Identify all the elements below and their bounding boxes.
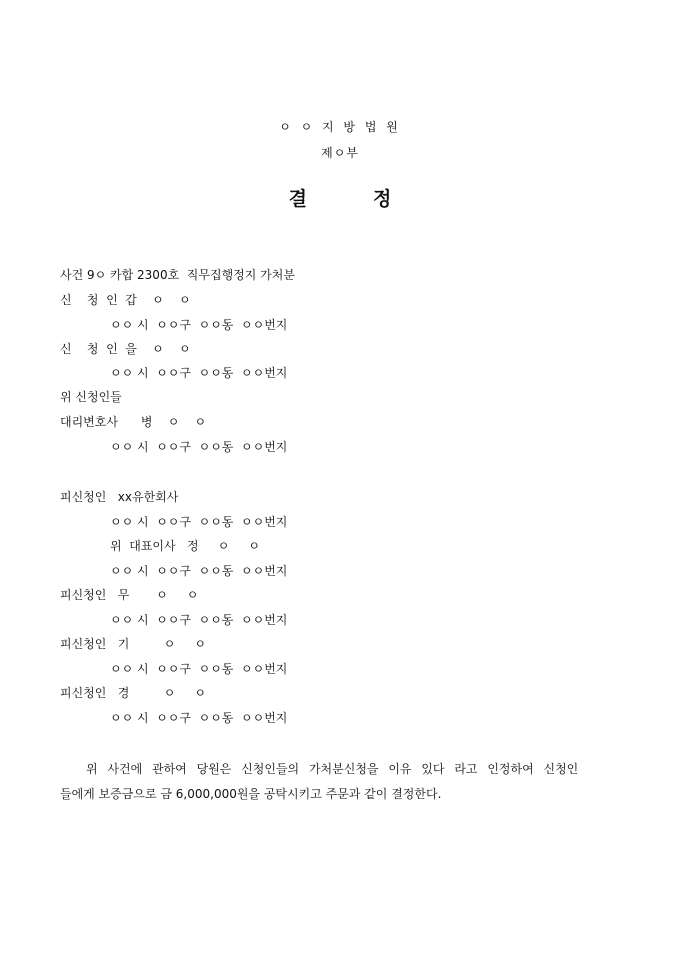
respondent-gi: 피신청인 기 ㅇ ㅇ: [60, 637, 206, 651]
applicant-b-address: ㅇㅇ 시 ㅇㅇ구 ㅇㅇ동 ㅇㅇ번지: [110, 366, 288, 380]
respondent-gi-address: ㅇㅇ 시 ㅇㅇ구 ㅇㅇ동 ㅇㅇ번지: [110, 662, 288, 676]
respondent-gyeong: 피신청인 경 ㅇ ㅇ: [60, 686, 206, 700]
attorney: 대리변호사 병 ㅇ ㅇ: [60, 415, 207, 429]
applicants-group: 위 신청인들: [60, 390, 122, 404]
applicant-a: 신 청 인 갑 ㅇ ㅇ: [60, 293, 191, 307]
applicant-b: 신 청 인 을 ㅇ ㅇ: [60, 342, 191, 356]
title-left-char: 결: [288, 188, 307, 210]
title-right-char: 정: [373, 188, 392, 210]
respondent-gyeong-address: ㅇㅇ 시 ㅇㅇ구 ㅇㅇ동 ㅇㅇ번지: [110, 711, 288, 725]
representative-address: ㅇㅇ 시 ㅇㅇ구 ㅇㅇ동 ㅇㅇ번지: [110, 564, 288, 578]
respondent-mu: 피신청인 무 ㅇ ㅇ: [60, 588, 199, 602]
applicant-a-address: ㅇㅇ 시 ㅇㅇ구 ㅇㅇ동 ㅇㅇ번지: [110, 318, 288, 332]
document-title: [0, 184, 680, 211]
attorney-address: ㅇㅇ 시 ㅇㅇ구 ㅇㅇ동 ㅇㅇ번지: [110, 440, 288, 454]
division-name: 제ㅇ부: [321, 146, 359, 160]
respondent-company: 피신청인 xx유한회사: [60, 490, 179, 504]
representative: 위 대표이사 정 ㅇ ㅇ: [110, 539, 260, 553]
court-name: ㅇ ㅇ 지 방 법 원: [279, 120, 401, 134]
case-line: 사건 9ㅇ 카합 2300호 직무집행정지 가처분: [60, 268, 295, 282]
decision-line-2: 들에게 보증금으로 금 6,000,000원을 공탁시키고 주문과 같이 결정한다.: [60, 787, 442, 801]
decision-paragraph: [60, 757, 632, 807]
decision-line-1: 위 사건에 관하여 당원은 신청인들의 가처분신청을 이유 있다 라고 인정하여 신청인: [86, 762, 579, 776]
respondent-mu-address: ㅇㅇ 시 ㅇㅇ구 ㅇㅇ동 ㅇㅇ번지: [110, 613, 288, 627]
respondent-company-address: ㅇㅇ 시 ㅇㅇ구 ㅇㅇ동 ㅇㅇ번지: [110, 515, 288, 529]
